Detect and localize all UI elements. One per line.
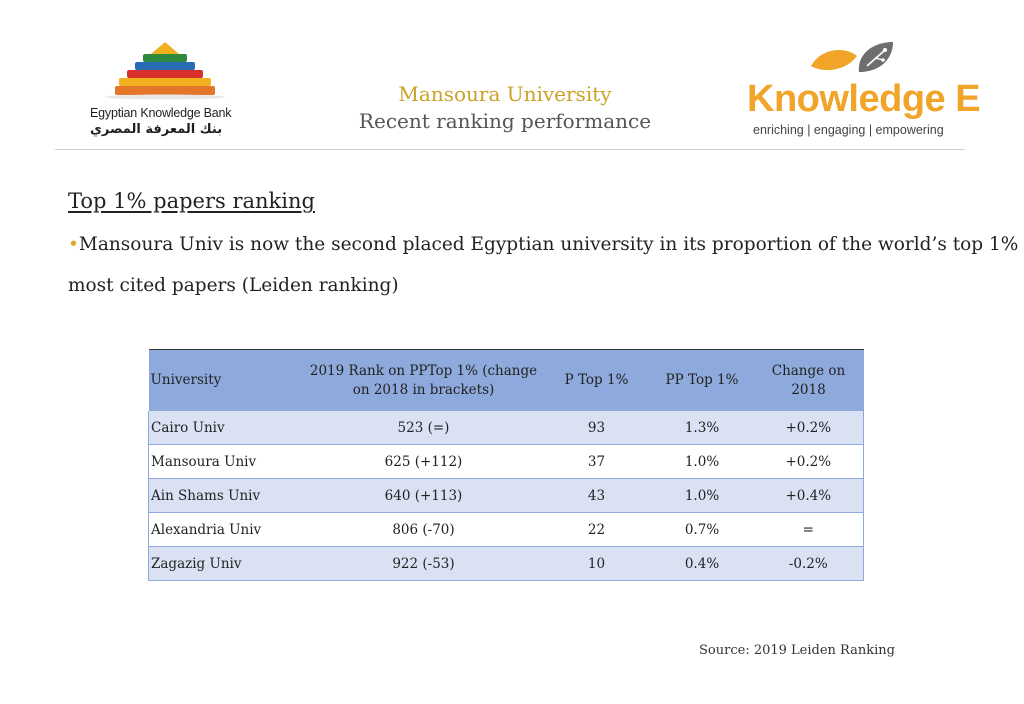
cell-university: Zagazig Univ	[149, 547, 305, 581]
cell-p-top1: 43	[543, 479, 651, 513]
table-header-row	[149, 350, 864, 412]
header-p-top1: P Top 1%	[543, 350, 651, 412]
cell-university: Cairo Univ	[149, 411, 305, 445]
header-university: University	[149, 350, 305, 412]
bullet-text	[68, 234, 1018, 255]
bullet-text-line-1: Mansoura Univ is now the second placed Egyptian university in its proportion of the world’s top 1%	[78, 234, 1019, 255]
knowledge-e-wordmark: Knowledge E	[747, 78, 981, 120]
cell-pp-top1: 0.7%	[651, 513, 754, 547]
cell-change: +0.2%	[754, 445, 864, 479]
cell-change: +0.2%	[754, 411, 864, 445]
cell-p-top1: 37	[543, 445, 651, 479]
table-row	[149, 479, 864, 513]
ranking-table	[148, 349, 864, 581]
cell-change: =	[754, 513, 864, 547]
cell-p-top1: 93	[543, 411, 651, 445]
cell-pp-top1: 1.0%	[651, 479, 754, 513]
page-subtitle: Recent ranking performance	[358, 109, 652, 133]
bullet-text-line-2: most cited papers (Leiden ranking)	[68, 275, 399, 296]
egyptian-knowledge-bank-logo	[85, 40, 245, 140]
knowledge-e-tagline: enriching | engaging | empowering	[753, 123, 944, 137]
table-row	[149, 411, 864, 445]
ekb-name-english: Egyptian Knowledge Bank	[90, 106, 232, 120]
ekb-name-arabic: بنك المعرفة المصري	[90, 122, 223, 137]
cell-pp-top1: 1.0%	[651, 445, 754, 479]
cell-rank: 625 (+112)	[305, 445, 543, 479]
section-title: Top 1% papers ranking	[68, 189, 315, 213]
cell-rank: 523 (=)	[305, 411, 543, 445]
table-row	[149, 547, 864, 581]
header-change-2018: Change on 2018	[754, 350, 864, 412]
bullet-icon: •	[68, 234, 79, 255]
cell-university: Mansoura Univ	[149, 445, 305, 479]
cell-rank: 640 (+113)	[305, 479, 543, 513]
cell-p-top1: 22	[543, 513, 651, 547]
cell-pp-top1: 0.4%	[651, 547, 754, 581]
cell-p-top1: 10	[543, 547, 651, 581]
cell-rank: 806 (-70)	[305, 513, 543, 547]
table-row	[149, 445, 864, 479]
cell-university: Alexandria Univ	[149, 513, 305, 547]
cell-pp-top1: 1.3%	[651, 411, 754, 445]
table-row	[149, 513, 864, 547]
cell-change: +0.4%	[754, 479, 864, 513]
header-divider	[55, 149, 965, 150]
cell-change: -0.2%	[754, 547, 864, 581]
books-stack-icon	[95, 40, 235, 100]
source-note: Source: 2019 Leiden Ranking	[699, 643, 895, 658]
header-pp-top1: PP Top 1%	[651, 350, 754, 412]
cell-university: Ain Shams Univ	[149, 479, 305, 513]
cell-rank: 922 (-53)	[305, 547, 543, 581]
page-title: Mansoura University	[398, 82, 612, 106]
knowledge-e-logo	[745, 38, 981, 143]
header-rank-pptop1: 2019 Rank on PPTop 1% (change on 2018 in brackets)	[305, 350, 543, 412]
